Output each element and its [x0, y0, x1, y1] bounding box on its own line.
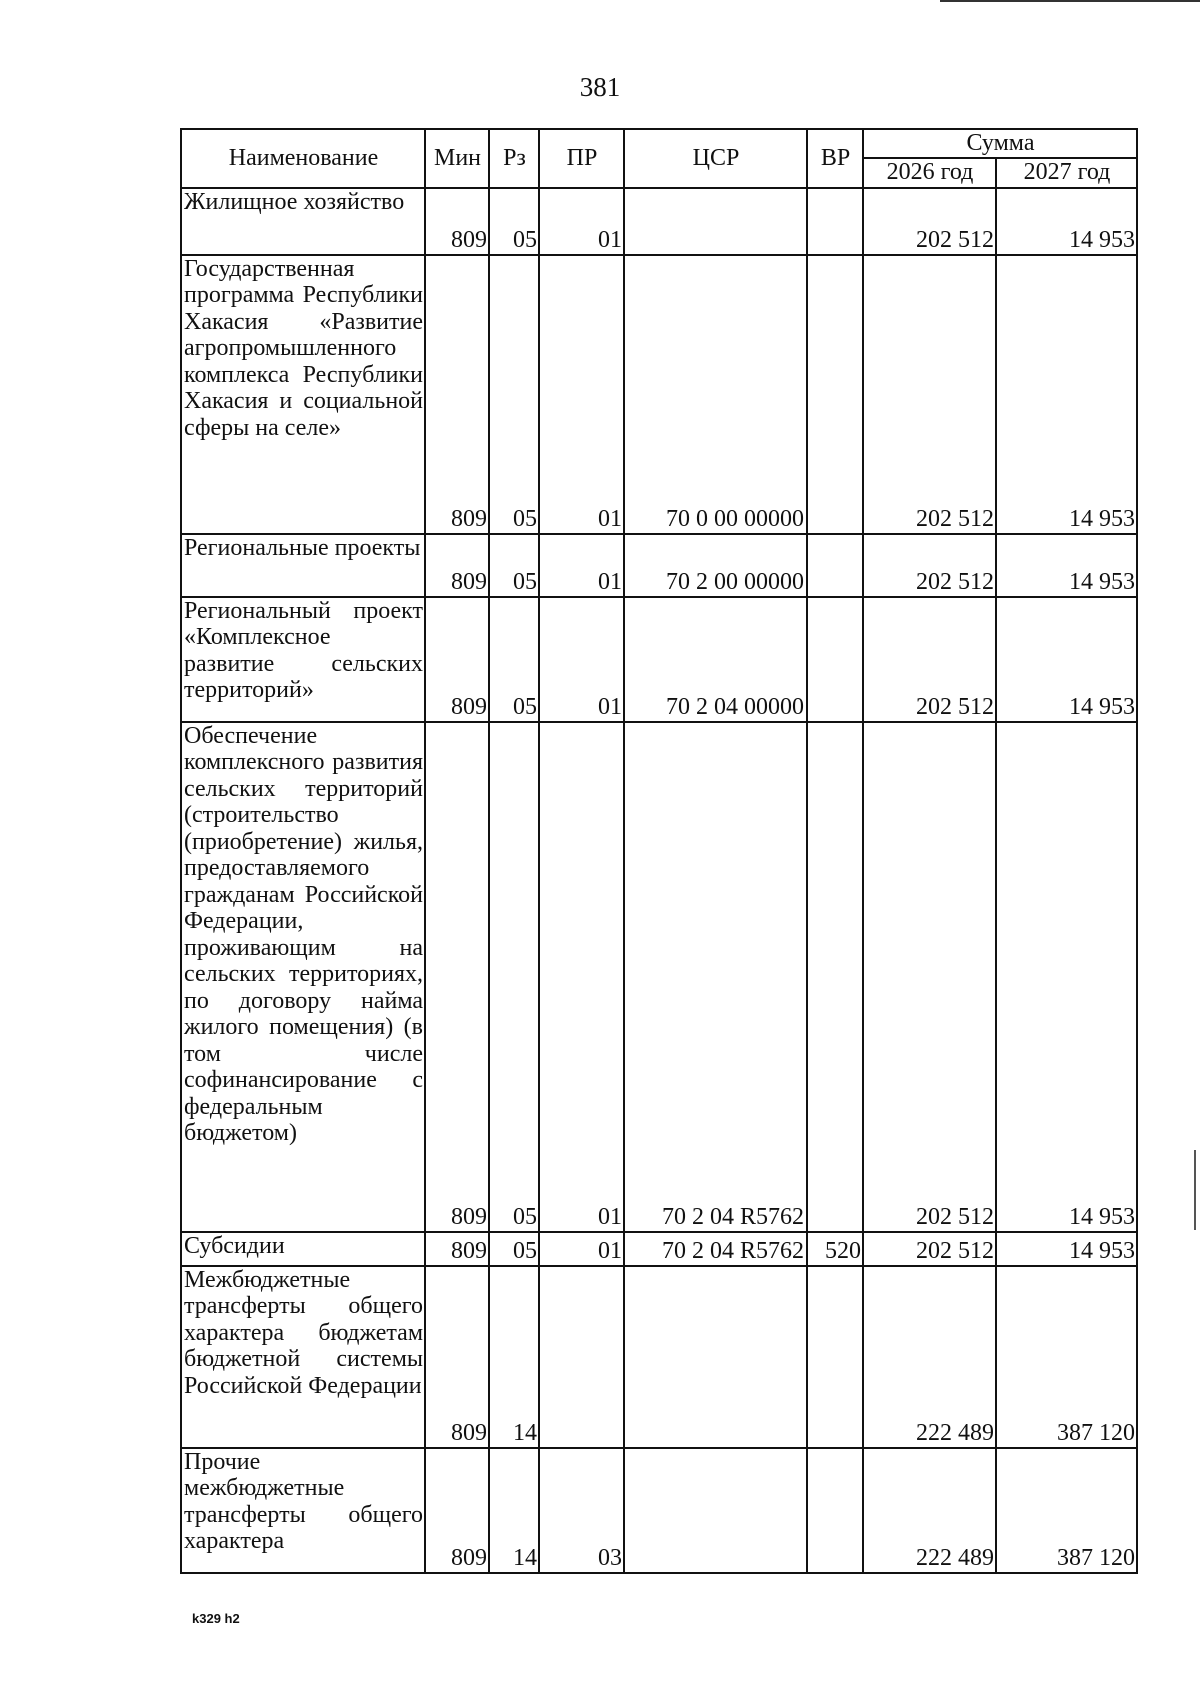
row-name: Субсидии	[181, 1232, 425, 1266]
row-sum-2027: 14 953	[996, 534, 1137, 597]
row-rz: 05	[489, 534, 539, 597]
header-rz: Рз	[489, 129, 539, 188]
header-csr: ЦСР	[624, 129, 807, 188]
row-pr: 01	[539, 255, 624, 534]
table-row	[181, 534, 1137, 597]
row-vr	[807, 722, 863, 1232]
row-pr: 01	[539, 188, 624, 255]
row-csr: 70 2 04 R5762	[624, 722, 807, 1232]
row-csr: 70 2 04 R5762	[624, 1232, 807, 1266]
row-vr	[807, 1266, 863, 1448]
row-csr: 70 2 00 00000	[624, 534, 807, 597]
header-name: Наименование	[181, 129, 425, 188]
table-row	[181, 722, 1137, 1232]
row-vr: 520	[807, 1232, 863, 1266]
row-sum-2026: 202 512	[863, 1232, 996, 1266]
page-number: 381	[579, 72, 621, 102]
row-min: 809	[425, 1448, 489, 1573]
row-pr: 01	[539, 597, 624, 722]
row-sum-2027: 14 953	[996, 1232, 1137, 1266]
row-sum-2026: 202 512	[863, 534, 996, 597]
row-min: 809	[425, 255, 489, 534]
row-sum-2027: 387 120	[996, 1448, 1137, 1573]
row-csr	[624, 1448, 807, 1573]
table-row	[181, 1232, 1137, 1266]
row-rz: 14	[489, 1448, 539, 1573]
row-csr	[624, 188, 807, 255]
budget-table	[180, 128, 1138, 1574]
header-vr: ВР	[807, 129, 863, 188]
row-vr	[807, 597, 863, 722]
row-sum-2026: 202 512	[863, 188, 996, 255]
table-row	[181, 597, 1137, 722]
row-pr: 03	[539, 1448, 624, 1573]
row-csr	[624, 1266, 807, 1448]
row-name: Прочие межбюджетные трансферты общего характера	[181, 1448, 425, 1573]
row-pr: 01	[539, 1232, 624, 1266]
row-name: Межбюджетные трансферты общего характера бюджетам бюджетной системы Российской Федерации	[181, 1266, 425, 1448]
row-min: 809	[425, 188, 489, 255]
row-rz: 05	[489, 722, 539, 1232]
scan-side-mark	[1194, 1150, 1196, 1230]
row-sum-2027: 387 120	[996, 1266, 1137, 1448]
row-sum-2027: 14 953	[996, 188, 1137, 255]
row-min: 809	[425, 597, 489, 722]
row-min: 809	[425, 1232, 489, 1266]
row-min: 809	[425, 1266, 489, 1448]
row-sum-2026: 222 489	[863, 1266, 996, 1448]
row-csr: 70 2 04 00000	[624, 597, 807, 722]
header-pr: ПР	[539, 129, 624, 188]
row-min: 809	[425, 722, 489, 1232]
row-sum-2026: 202 512	[863, 722, 996, 1232]
table-row	[181, 255, 1137, 534]
row-min: 809	[425, 534, 489, 597]
row-name: Государственная программа Республики Хакасия «Развитие агропромышленного комплекса Республики Хакасия и социальной сферы на селе»	[181, 255, 425, 534]
row-vr	[807, 188, 863, 255]
row-pr: 01	[539, 722, 624, 1232]
row-rz: 05	[489, 188, 539, 255]
scan-edge-line	[940, 0, 1200, 2]
row-sum-2026: 202 512	[863, 597, 996, 722]
header-min: Мин	[425, 129, 489, 188]
row-name: Региональные проекты	[181, 534, 425, 597]
table-row	[181, 1266, 1137, 1448]
row-sum-2027: 14 953	[996, 255, 1137, 534]
row-rz: 14	[489, 1266, 539, 1448]
row-vr	[807, 534, 863, 597]
row-pr: 01	[539, 534, 624, 597]
row-vr	[807, 255, 863, 534]
header-2026: 2026 год	[863, 158, 996, 188]
footer-document-code: k329 h2	[192, 1611, 240, 1626]
header-sum: Сумма	[863, 129, 1137, 158]
row-sum-2027: 14 953	[996, 722, 1137, 1232]
row-name: Обеспечение комплексного развития сельских территорий (строительство (приобретение) жилья, предоставляемого гражданам Российской Федерации, проживающим на сельских территориях, по договору найма жилого помещения) (в том числе софинансирование с федеральным бюджетом)	[181, 722, 425, 1232]
row-rz: 05	[489, 597, 539, 722]
row-name: Жилищное хозяйство	[181, 188, 425, 255]
row-rz: 05	[489, 1232, 539, 1266]
row-sum-2026: 202 512	[863, 255, 996, 534]
row-csr: 70 0 00 00000	[624, 255, 807, 534]
row-sum-2026: 222 489	[863, 1448, 996, 1573]
row-rz: 05	[489, 255, 539, 534]
table-row	[181, 1448, 1137, 1573]
row-vr	[807, 1448, 863, 1573]
row-sum-2027: 14 953	[996, 597, 1137, 722]
table-row	[181, 188, 1137, 255]
header-2027: 2027 год	[996, 158, 1137, 188]
row-pr	[539, 1266, 624, 1448]
row-name: Региональный проект «Комплексное развитие сельских территорий»	[181, 597, 425, 722]
